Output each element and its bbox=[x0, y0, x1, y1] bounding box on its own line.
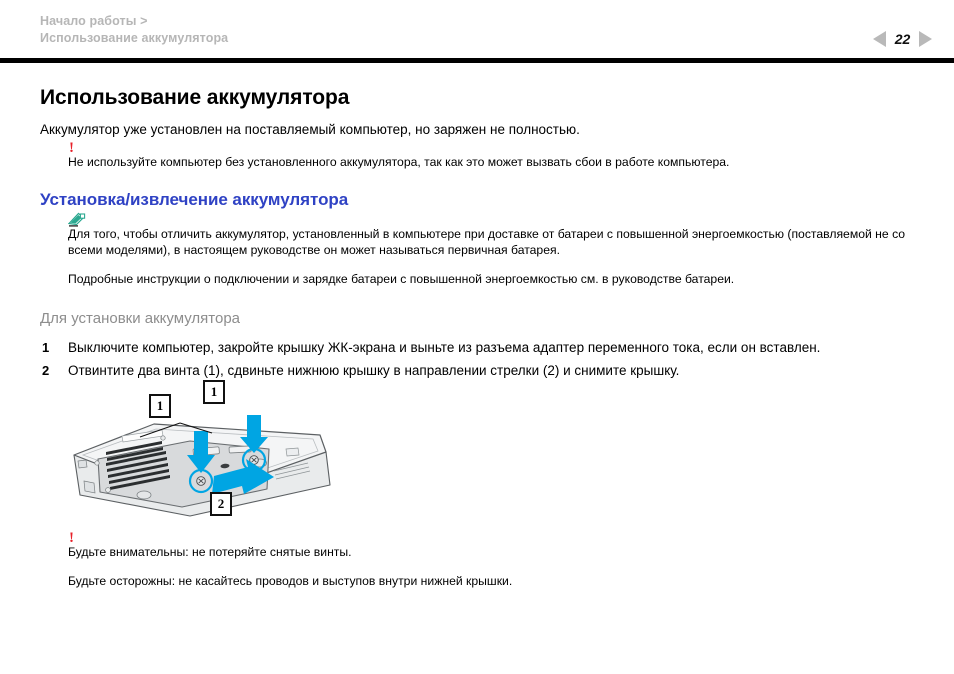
rubber-foot bbox=[137, 491, 151, 499]
sub-heading-install: Для установки аккумулятора bbox=[40, 310, 241, 327]
callout-label-1-right: 1 bbox=[203, 380, 225, 404]
page-content bbox=[0, 58, 954, 589]
warning-notice-bottom-text-1: Будьте внимательны: не потеряйте снятые винты. bbox=[68, 545, 352, 559]
triangle-right-icon[interactable] bbox=[919, 31, 932, 47]
callout-label-2: 2 bbox=[210, 492, 232, 516]
page-navigation bbox=[873, 30, 932, 48]
step-number: 1 bbox=[42, 340, 50, 355]
step-number: 2 bbox=[42, 363, 50, 378]
note-pencil-icon bbox=[68, 212, 86, 228]
section-heading: Установка/извлечение аккумулятора bbox=[40, 189, 349, 209]
note-notice-body bbox=[68, 223, 914, 288]
warning-exclamation-icon: ! bbox=[69, 140, 74, 156]
triangle-left-icon[interactable] bbox=[873, 31, 886, 47]
step-item bbox=[40, 361, 914, 380]
warning-notice-bottom-text-2: Будьте осторожны: не касайтесь проводов и выступов внутри нижней крышки. bbox=[68, 573, 513, 588]
breadcrumb-current: Использование аккумулятора bbox=[40, 31, 229, 45]
warning-notice-top-body bbox=[68, 151, 914, 171]
step-text: Выключите компьютер, закройте крышку ЖК-экрана и выньте из разъема адаптер переменного тока, если он вставлен. bbox=[68, 340, 821, 355]
note-paragraph-2: Подробные инструкции о подключении и зарядке батареи с повышенной энергоемкостью см. в руководстве батареи. bbox=[68, 271, 735, 286]
page-header bbox=[0, 0, 954, 58]
warning-notice-top bbox=[40, 140, 914, 171]
step-item bbox=[40, 338, 914, 357]
warning-notice-bottom bbox=[40, 530, 914, 589]
callout-label-1-left: 1 bbox=[149, 394, 171, 418]
page-title: Использование аккумулятора bbox=[40, 86, 350, 109]
page-number: 22 bbox=[894, 31, 911, 47]
warning-exclamation-icon: ! bbox=[69, 530, 74, 546]
steps-list bbox=[40, 338, 914, 380]
laptop-bottom-cover-removal-diagram bbox=[40, 384, 914, 527]
step-text: Отвинтите два винта (1), сдвиньте нижнюю крышку в направлении стрелки (2) и снимите крышку. bbox=[68, 363, 680, 378]
warning-notice-top-text: Не используйте компьютер без установленного аккумулятора, так как это может вызвать сбои в работе компьютера. bbox=[68, 155, 730, 169]
breadcrumb-parent[interactable]: Начало работы > bbox=[40, 14, 148, 28]
breadcrumb bbox=[40, 13, 228, 47]
intro-paragraph: Аккумулятор уже установлен на поставляемый компьютер, но заряжен не полностью. bbox=[40, 122, 580, 137]
note-paragraph-1: Для того, чтобы отличить аккумулятор, установленный в компьютере при доставке от батареи с повышенной энергоемкостью (поставляемой не со всеми моделями), в настоящем руководстве он может называться первичная батарея. bbox=[68, 226, 906, 257]
warning-notice-bottom-body bbox=[68, 541, 914, 589]
note-notice bbox=[40, 223, 914, 288]
